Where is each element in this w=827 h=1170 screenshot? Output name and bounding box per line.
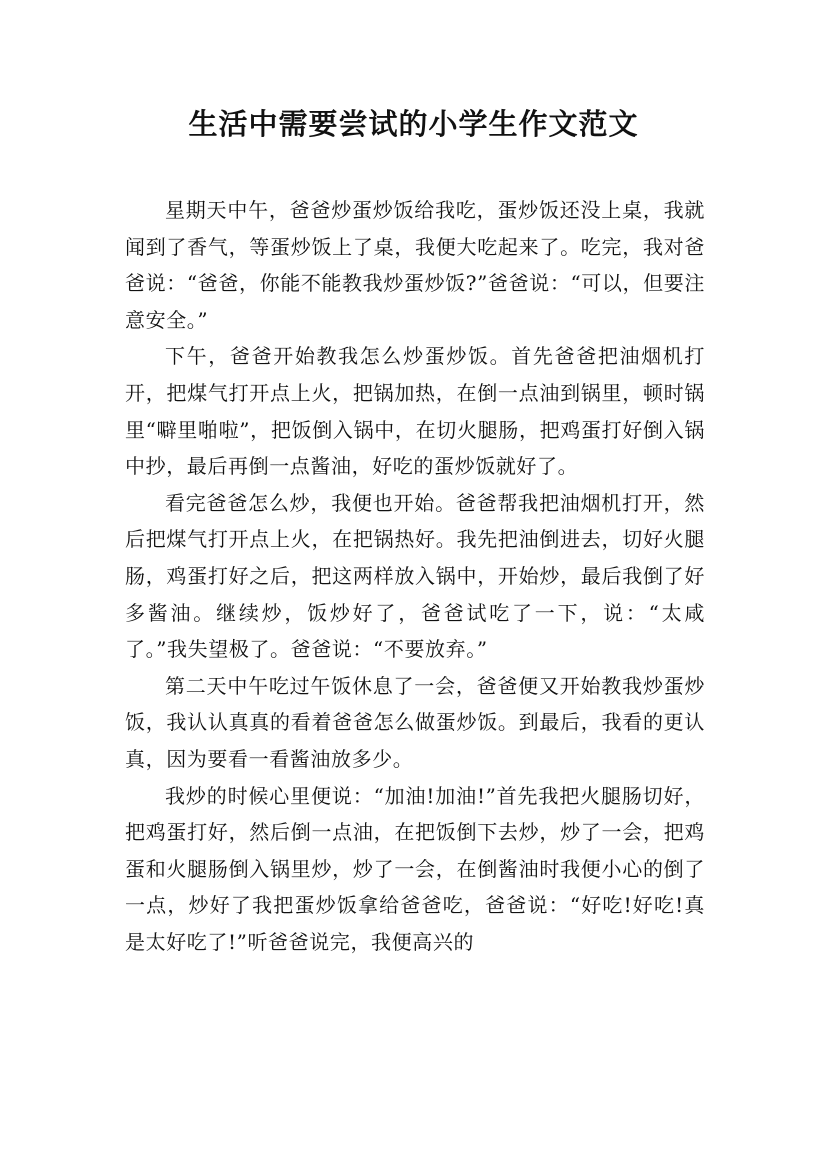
document-body — [125, 192, 705, 960]
paragraph-4: 第二天中午吃过午饭休息了一会，爸爸便又开始教我炒蛋炒饭，我认认真真的看着爸爸怎么做蛋炒饭。到最后，我看的更认真，因为要看一看酱油放多少。 — [125, 673, 705, 771]
paragraph-2: 下午，爸爸开始教我怎么炒蛋炒饭。首先爸爸把油烟机打开，把煤气打开点上火，把锅加热，在倒一点油到锅里，顿时锅里“噼里啪啦”，把饭倒入锅中，在切火腿肠，把鸡蛋打好倒入锅中抄，最后再倒一点酱油，好吃的蛋炒饭就好了。 — [125, 344, 705, 479]
document-title: 生活中需要尝试的小学生作文范文 — [188, 107, 639, 141]
paragraph-5: 我炒的时候心里便说：“加油!加油!”首先我把火腿肠切好，把鸡蛋打好，然后倒一点油，在把饭倒下去炒，炒了一会，把鸡蛋和火腿肠倒入锅里炒，炒了一会，在倒酱油时我便小心的倒了一点，炒好了我把蛋炒饭拿给爸爸吃，爸爸说：“好吃!好吃!真是太好吃了!”听爸爸说完，我便高兴的 — [125, 783, 705, 954]
paragraph-1: 星期天中午，爸爸炒蛋炒饭给我吃，蛋炒饭还没上桌，我就闻到了香气，等蛋炒饭上了桌，我便大吃起来了。吃完，我对爸爸说：“爸爸，你能不能教我炒蛋炒饭?”爸爸说：“可以，但要注意安全。” — [125, 198, 705, 332]
paragraph-3: 看完爸爸怎么炒，我便也开始。爸爸帮我把油烟机打开，然后把煤气打开点上火，在把锅热好。我先把油倒进去，切好火腿肠，鸡蛋打好之后，把这两样放入锅中，开始炒，最后我倒了好多酱油。继续炒，饭炒好了，爸爸试吃了一下，说：“太咸了。”我失望极了。爸爸说：“不要放弃。” — [125, 490, 705, 662]
